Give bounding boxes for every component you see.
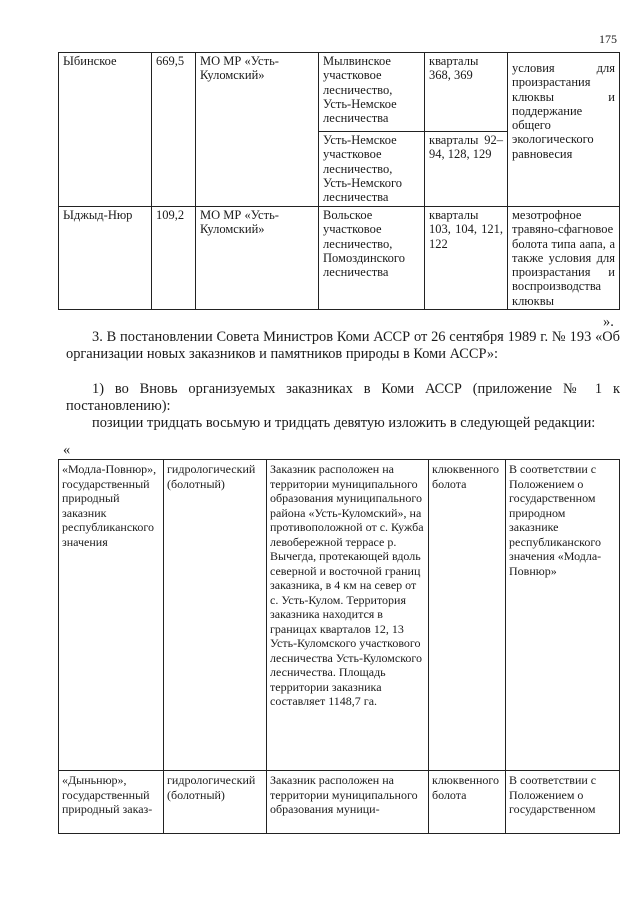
reserve-profile: клюквенного болота [429, 460, 506, 771]
reserve-name: «Дыньнюр», государственный природный заказ- [59, 771, 164, 834]
closing-quote: ». [603, 314, 614, 330]
quarters: кварталы 103, 104, 121, 122 [425, 207, 508, 310]
page-number: 175 [599, 32, 617, 46]
forestry: Мылвинское участковое лесничество, Усть-Немское лесничества [319, 53, 425, 132]
reserve-name: Ыджыд-Нюр [59, 207, 152, 310]
paragraph-resolution: 3. В постановлении Совета Министров Коми АССР от 26 сентября 1989 г. № 193 «Об организации новых заказников и памятников природы в Коми АССР»: [66, 329, 620, 362]
opening-quote: « [63, 442, 71, 458]
reserve-regulation: В соответствии с Положением о государственном [506, 771, 620, 834]
table-row [59, 53, 620, 132]
forestry: Вольское участковое лесничество, Помоздинского лесничества [319, 207, 425, 310]
protection-purpose: мезотрофное травяно-сфагновое болота типа аапа, а также условия для произрастания и воспроизводства клюквы [508, 207, 620, 310]
quarters: кварталы 92–94, 128, 129 [425, 132, 508, 207]
paragraph-positions: позиции тридцать восьмую и тридцать девятую изложить в следующей редакции: [92, 415, 596, 431]
new-reserves-table [58, 459, 620, 834]
reserve-area: 109,2 [152, 207, 196, 310]
municipality: МО МР «Усть-Куломский» [196, 53, 319, 207]
reserve-name: «Модла-Повнюр», государственный природный заказник республиканского значения [59, 460, 164, 771]
reserve-type: гидрологический (болотный) [164, 460, 267, 771]
reserve-name: Ыбинское [59, 53, 152, 207]
reserve-type: гидрологический (болотный) [164, 771, 267, 834]
reserve-profile: клюквенного болота [429, 771, 506, 834]
protection-purpose: условия для произрастания клюквы и поддержание общего экологического равновесия [508, 53, 620, 207]
table-row [59, 207, 620, 310]
table-row [59, 460, 620, 771]
reserve-description: Заказник расположен на территории муниципального образования муници- [267, 771, 429, 834]
reserve-regulation: В соответствии с Положением о государственном природном заказнике республиканского значения «Модла-Повнюр» [506, 460, 620, 771]
reserves-table-continued [58, 52, 620, 310]
paragraph-annex: 1) во Вновь организуемых заказниках в Коми АССР (приложение № 1 к постановлению): [66, 381, 620, 414]
forestry: Усть-Немское участковое лесничество, Усть-Немского лесничества [319, 132, 425, 207]
municipality: МО МР «Усть-Куломский» [196, 207, 319, 310]
reserve-description: Заказник расположен на территории муниципального образования муниципального района «Усть-Куломский», на противоположной от с. Кужба левобережной террасе р. Вычегда, протекающей вдоль северной и восточной границ заказника, в 4 км на север от с. Усть-Кулом. Территория заказника находится в границах кварталов 12, 13 Усть-Куломского участкового лесничества Усть-Куломского лесничества. Площадь территории заказника составляет 1148,7 га. [267, 460, 429, 771]
table-row [59, 771, 620, 834]
quarters: кварталы 368, 369 [425, 53, 508, 132]
reserve-area: 669,5 [152, 53, 196, 207]
